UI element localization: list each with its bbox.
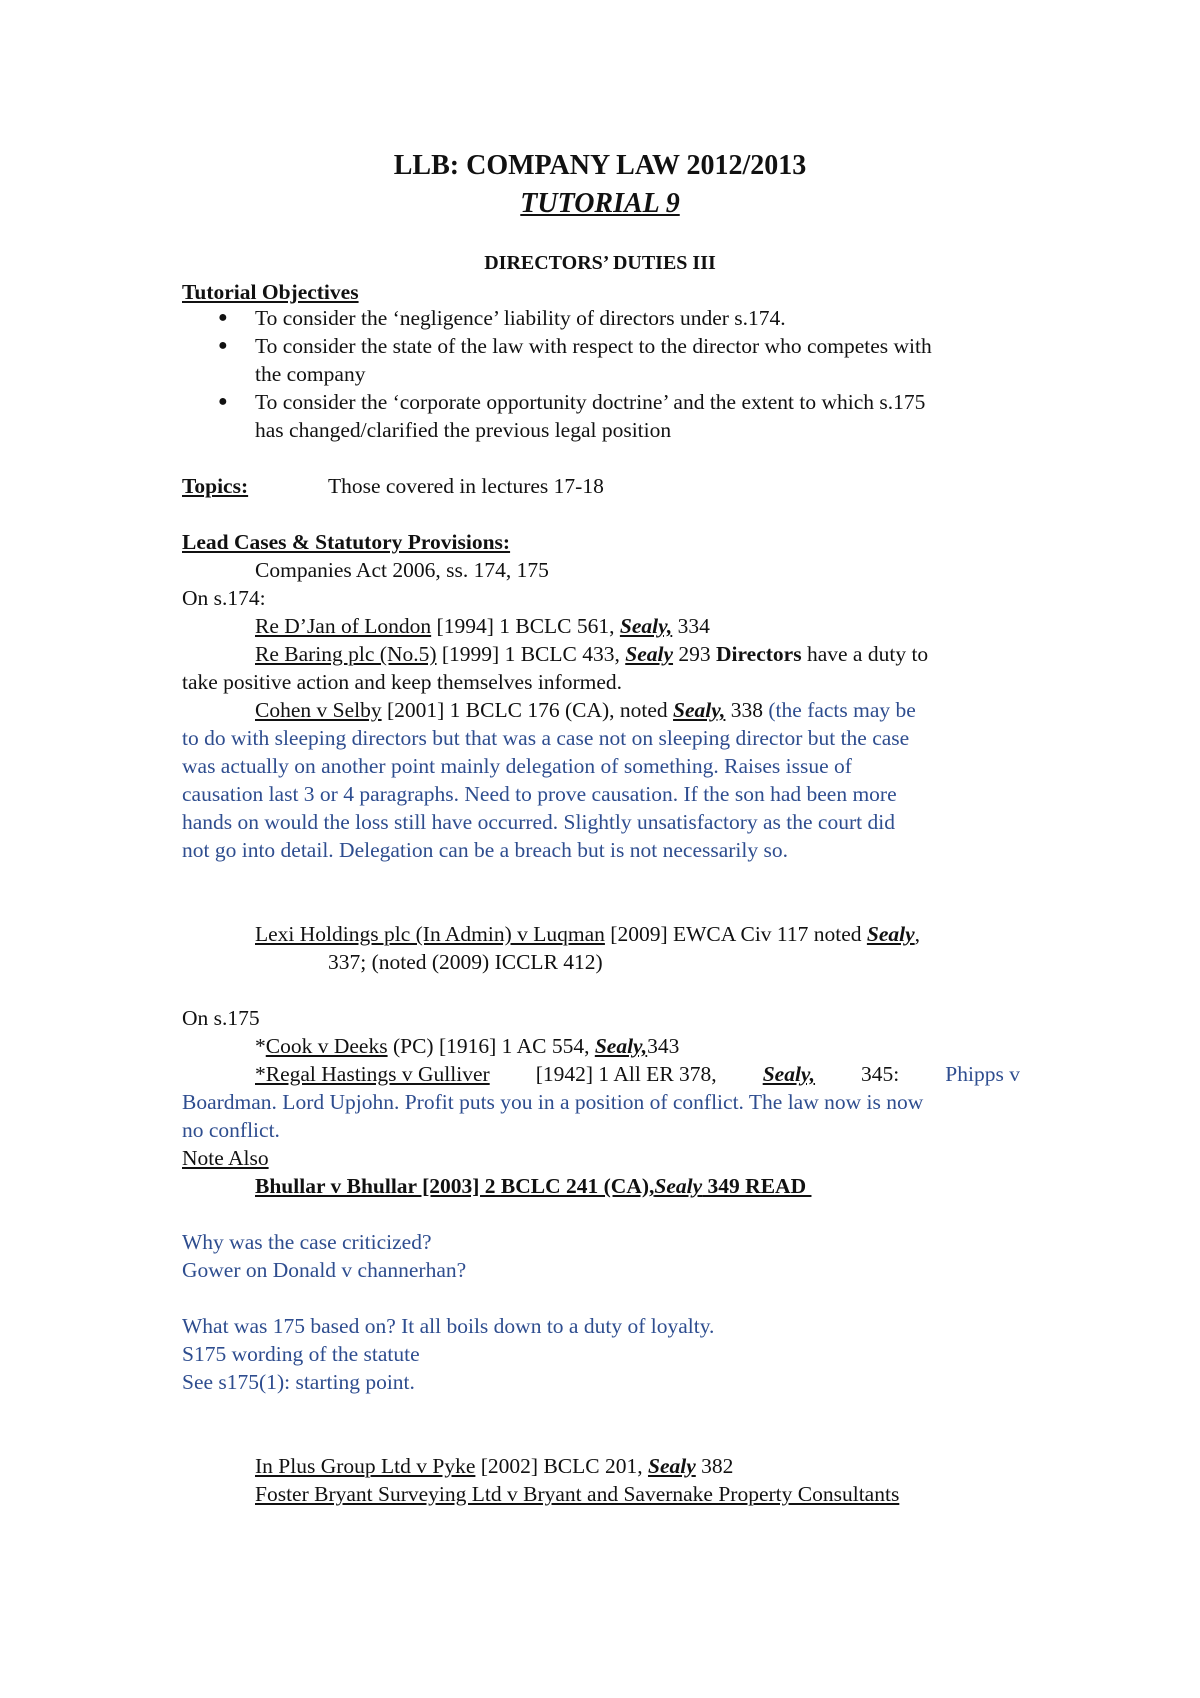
- objective-item: To consider the state of the law with respect to the director who competes with: [255, 334, 932, 358]
- case-citation: [1942] 1 All ER 378,: [530, 1062, 723, 1086]
- topics-line: [182, 472, 604, 500]
- question-line: Gower on Donald v channerhan?: [182, 1258, 467, 1282]
- document-subtitle: TUTORIAL 9: [520, 188, 680, 219]
- lead-cases-heading: Lead Cases & Statutory Provisions:: [182, 530, 511, 554]
- case-citation: [2009] EWCA Civ 117 noted: [604, 922, 867, 946]
- case-citation: [1999] 1 BCLC 433,: [436, 642, 626, 666]
- topics-label: Topics:: [182, 474, 249, 498]
- sealy-reference: Sealy: [866, 922, 915, 946]
- objective-item: To consider the ‘negligence’ liability of directors under s.174.: [255, 306, 786, 330]
- asterisk: *: [255, 1034, 266, 1058]
- note-also-label: Note Also: [182, 1146, 269, 1170]
- case-citation: [2001] 1 BCLC 176 (CA), noted: [381, 698, 674, 722]
- sealy-reference: Sealy: [625, 642, 674, 666]
- note-line: not go into detail. Delegation can be a breach but is not necessarily so.: [182, 838, 788, 862]
- sealy-reference: Sealy,: [762, 1062, 816, 1086]
- note-line: Boardman. Lord Upjohn. Profit puts you in a position of conflict. The law now is now: [182, 1090, 924, 1114]
- case-citation: [1994] 1 BCLC 561,: [431, 614, 620, 638]
- bullet-icon: ●: [218, 393, 228, 410]
- case-citation: [2002] BCLC 201,: [475, 1454, 648, 1478]
- punctuation: ,: [914, 922, 921, 946]
- note-line: What was 175 based on? It all boils down to a duty of loyalty.: [182, 1314, 715, 1338]
- page-number: 345:: [855, 1062, 905, 1086]
- bold-word: Directors: [716, 642, 802, 666]
- statute-reference: Companies Act 2006, ss. 174, 175: [255, 558, 549, 582]
- note-line: hands on would the loss still have occurred. Slightly unsatisfactory as the court did: [182, 810, 895, 834]
- case-inplus: [255, 1452, 733, 1480]
- case-note: 349 READ: [702, 1174, 812, 1198]
- on-s175-label: On s.175: [182, 1006, 260, 1030]
- page-number: 343: [647, 1034, 680, 1058]
- case-cook: [255, 1032, 679, 1060]
- note-line: See s175(1): starting point.: [182, 1370, 415, 1394]
- page-number: 334: [672, 614, 710, 638]
- case-baring: [255, 640, 928, 668]
- case-cohen: [255, 696, 916, 724]
- note-line: no conflict.: [182, 1118, 280, 1142]
- case-baring-continued: take positive action and keep themselves informed.: [182, 670, 623, 694]
- bullet-icon: ●: [218, 309, 228, 326]
- case-name: *Regal Hastings v Gulliver: [255, 1062, 490, 1086]
- objective-item-continued: the company: [255, 362, 366, 386]
- sealy-reference: Sealy,: [673, 698, 726, 722]
- page-number: 382: [695, 1454, 734, 1478]
- question-line: Why was the case criticized?: [182, 1230, 432, 1254]
- page-number: 338: [725, 698, 769, 722]
- case-name: In Plus Group Ltd v Pyke: [255, 1454, 476, 1478]
- handwritten-note: Phipps v: [945, 1062, 1020, 1086]
- case-note: have a duty to: [801, 642, 929, 666]
- case-djan: [255, 612, 710, 640]
- note-line: was actually on another point mainly delegation of something. Raises issue of: [182, 754, 852, 778]
- section-heading: DIRECTORS’ DUTIES III: [484, 252, 716, 274]
- on-s174-label: On s.174:: [182, 586, 266, 610]
- note-line: to do with sleeping directors but that was a case not on sleeping director but the case: [182, 726, 910, 750]
- sealy-reference: Sealy: [654, 1174, 703, 1198]
- note-line: causation last 3 or 4 paragraphs. Need to prove causation. If the son had been more: [182, 782, 897, 806]
- objective-item: To consider the ‘corporate opportunity doctrine’ and the extent to which s.175: [255, 390, 926, 414]
- case-name: Cohen v Selby: [255, 698, 382, 722]
- case-name: Bhullar v Bhullar [2003] 2 BCLC 241 (CA),: [255, 1174, 655, 1198]
- case-name: Re Baring plc (No.5): [255, 642, 437, 666]
- case-citation: (PC) [1916] 1 AC 554,: [387, 1034, 595, 1058]
- case-name: Cook v Deeks: [265, 1034, 388, 1058]
- handwritten-note: (the facts may be: [768, 698, 916, 722]
- sealy-reference: Sealy,: [619, 614, 673, 638]
- note-line: S175 wording of the statute: [182, 1342, 420, 1366]
- sealy-reference: Sealy,: [594, 1034, 648, 1058]
- case-name: Lexi Holdings plc (In Admin) v Luqman: [255, 922, 605, 946]
- case-lexi: [255, 920, 920, 948]
- case-lexi-continued: 337; (noted (2009) ICCLR 412): [328, 950, 603, 974]
- bullet-icon: ●: [218, 337, 228, 354]
- case-bhullar: [255, 1172, 811, 1200]
- sealy-reference: Sealy: [647, 1454, 696, 1478]
- case-regal: [255, 1060, 1020, 1088]
- objective-item-continued: has changed/clarified the previous legal position: [255, 418, 672, 442]
- document-title: LLB: COMPANY LAW 2012/2013: [393, 150, 807, 181]
- case-name: Re D’Jan of London: [255, 614, 432, 638]
- case-foster: Foster Bryant Surveying Ltd v Bryant and Savernake Property Consultants: [255, 1482, 900, 1506]
- objectives-heading: Tutorial Objectives: [182, 280, 359, 304]
- page-number: 293: [673, 642, 717, 666]
- topics-text: Those covered in lectures 17-18: [328, 474, 604, 498]
